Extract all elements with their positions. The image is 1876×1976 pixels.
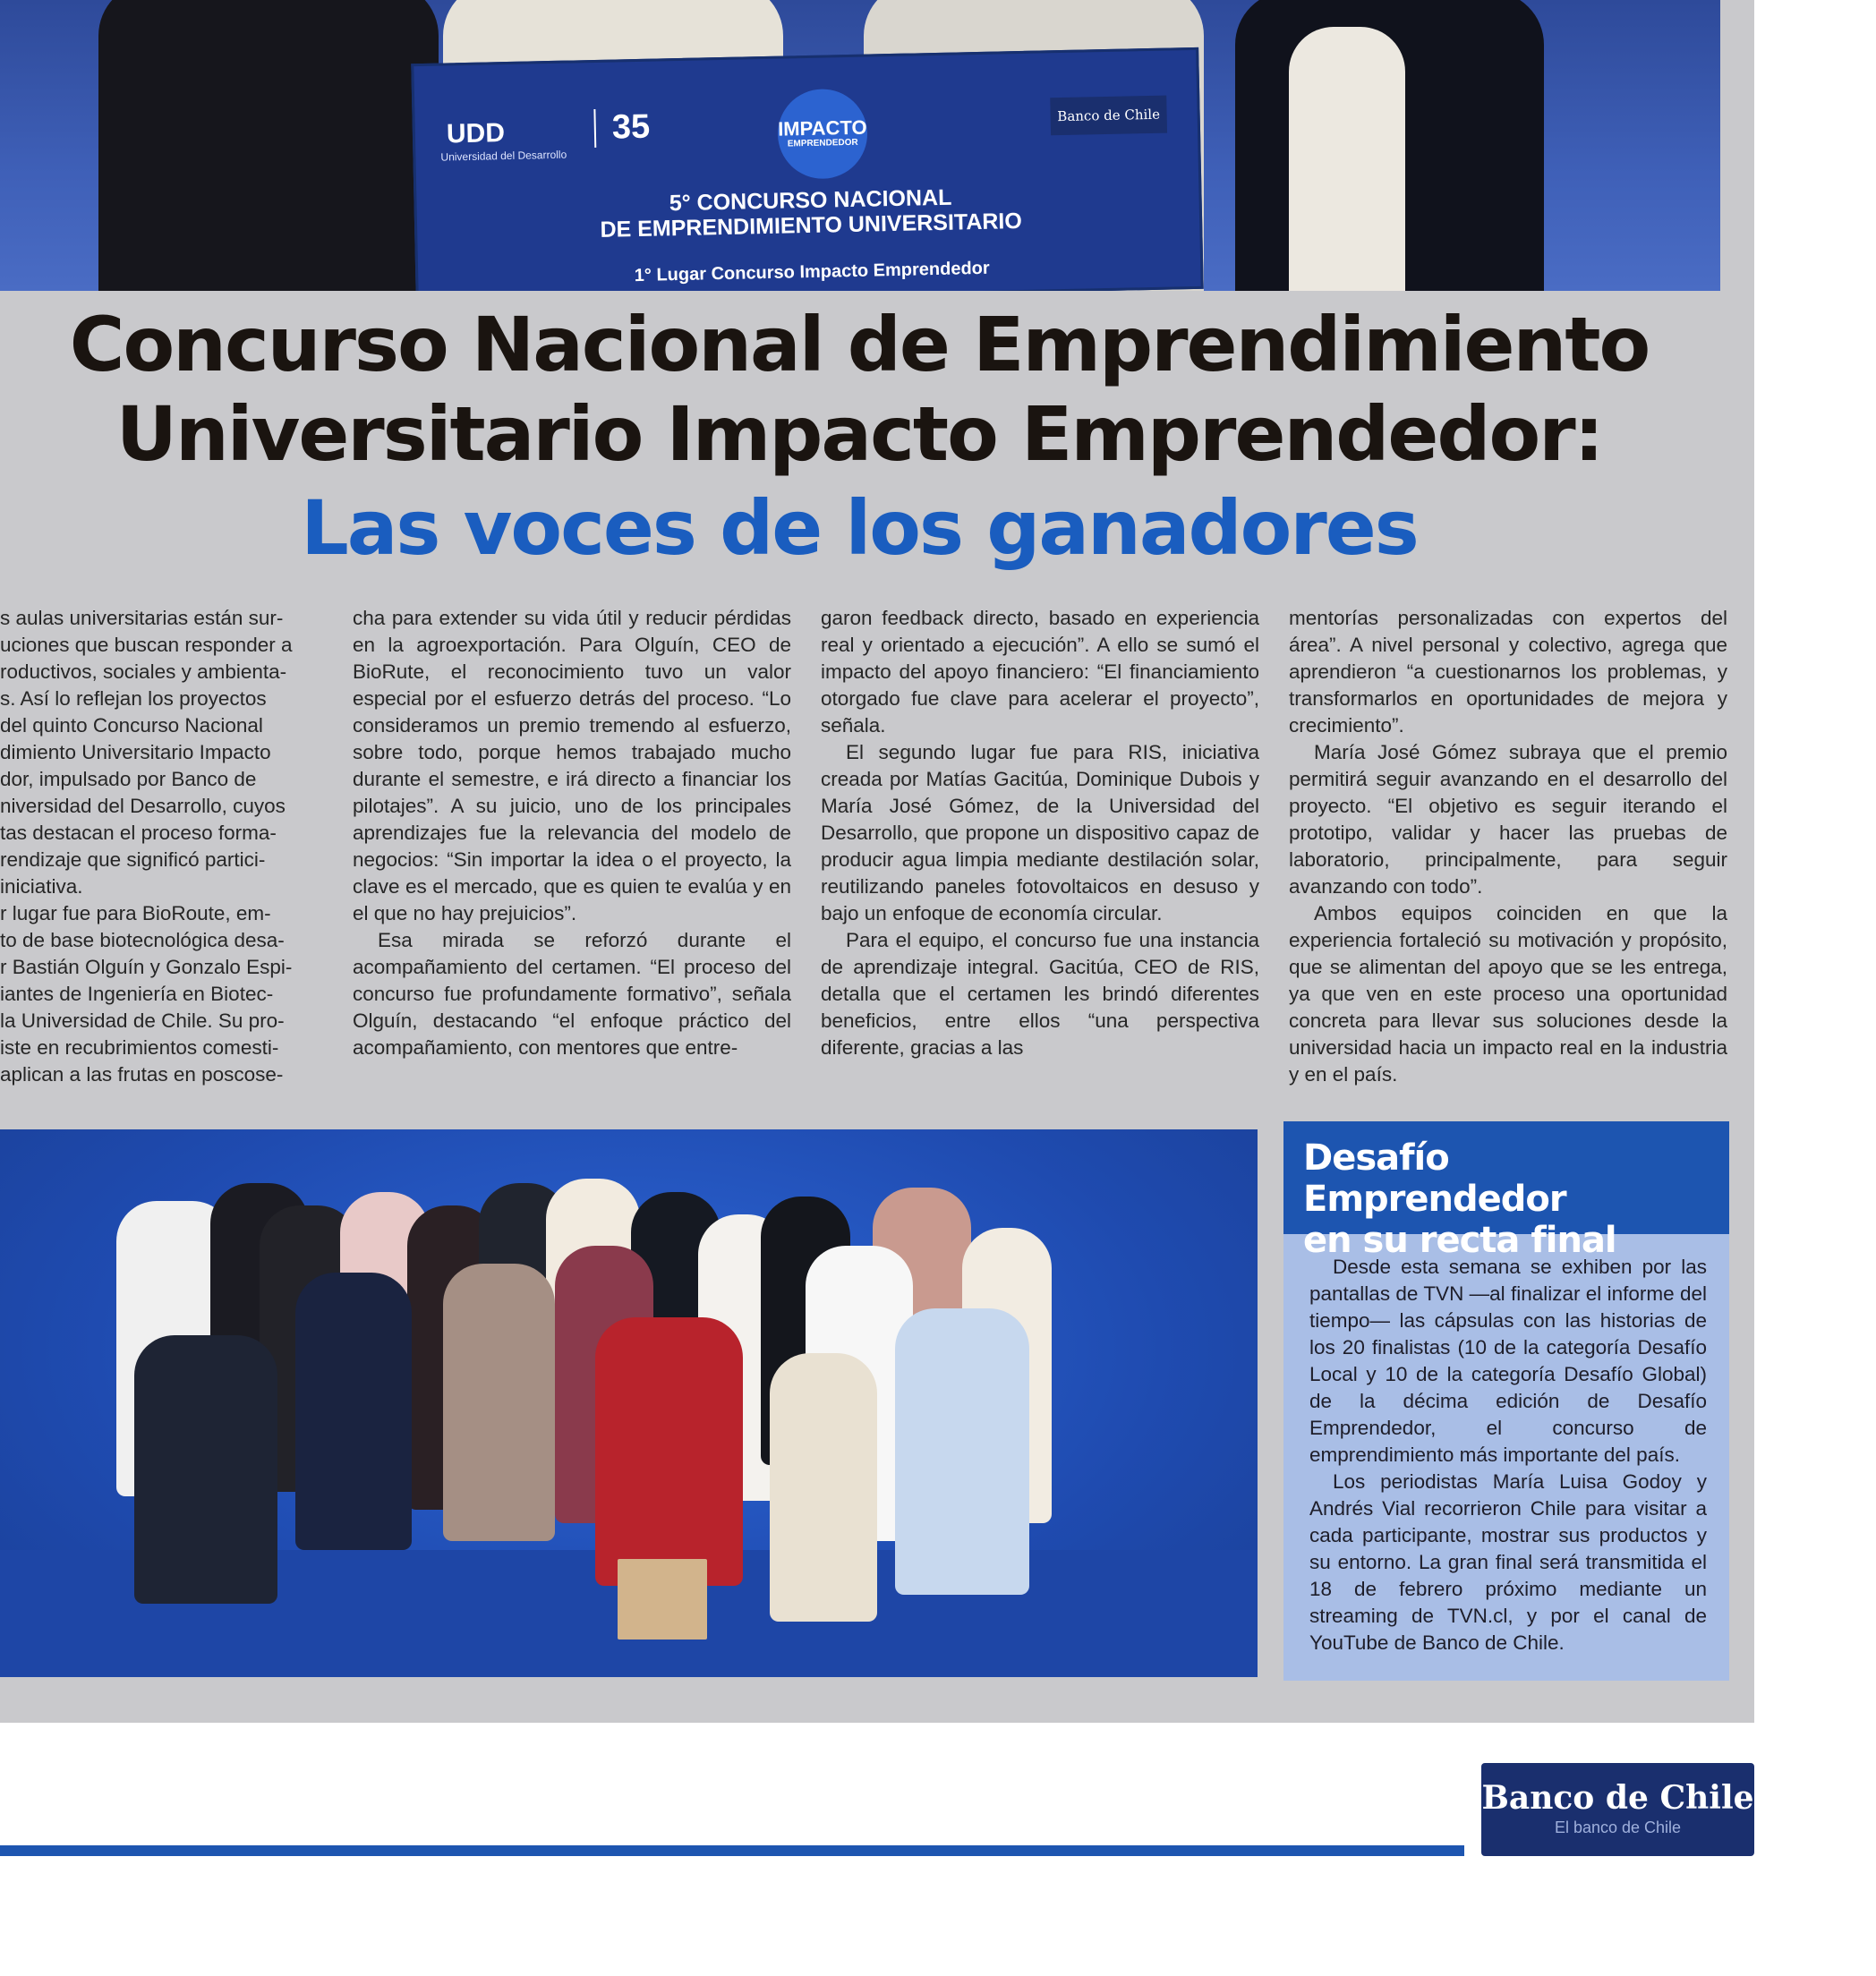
winners-photo [0,0,1720,291]
person-figure [595,1317,743,1586]
award-banner [411,47,1203,291]
col1-line: r Bastián Olguín y Gonzalo Espi- [0,956,293,978]
col1-line: s aulas universitarias están sur- [0,607,284,629]
col1-line: r lugar fue para BioRoute, em- [0,902,271,924]
paragraph: Para el equipo, el concurso fue una instancia de aprendizaje integral. Gacitúa, CEO de RIS, detalla que el certamen les brindó diferentes beneficios, entre ellos “una perspectiva diferente, gracias a las [821,929,1259,1059]
col1-line: iniciativa. [0,875,83,898]
sidebar-box [1283,1121,1729,1681]
sidebar-title [1283,1121,1729,1261]
sidebar-title-line1: Desafío Emprendedor [1303,1137,1566,1220]
paragraph: Ambos equipos coinciden en que la experiencia fortaleció su motivación y propósito, que se alimentan del apoyo que se les entrega, ya que ven en este proceso una oportunidad concreta para llevar sus soluciones desde la universidad hacia un impacto real en la industria y en el país. [1289,902,1727,1086]
banner-place: 1° Lugar Concurso Impacto Emprendedor [634,258,990,286]
person-figure [295,1273,412,1550]
badge-line2: EMPRENDEDOR [787,137,858,149]
person-figure [134,1335,277,1604]
paragraph: El segundo lugar fue para RIS, iniciativa creada por Matías Gacitúa, Dominique Dubois y María José Gómez, de la Universidad del Desarrollo, que propone un dispositivo capaz de producir agua limpia mediante destilación solar, reutilizando paneles fotovoltaicos en desuso y bajo un enfoque de economía circular. [821,741,1259,924]
headline-subtitle: Las voces de los ganadores [301,484,1418,572]
person-figure [770,1353,877,1622]
col1-line: tas destacan el proceso forma- [0,822,277,844]
paragraph: Los periodistas María Luisa Godoy y Andrés Vial recorrieron Chile para visitar a cada participante, mostrar sus productos y su entorno. La gran final será transmitida el 18 de febrero próximo mediante un streaming de TVN.cl, y por el canal de YouTube de Banco de Chile. [1309,1470,1707,1654]
bank-logo [1481,1763,1754,1856]
col1-line: niversidad del Desarrollo, cuyos [0,795,286,817]
udd-years: 35 [593,108,650,148]
col1-line: rendizaje que significó partici- [0,848,266,871]
bank-name: Banco de Chile [1481,1779,1754,1817]
col1-line: iste en recubrimientos comesti- [0,1036,279,1059]
impacto-badge-logo [777,89,868,180]
bank-tag: Banco de Chile [1050,96,1167,136]
paragraph: María José Gómez subraya que el premio permitirá seguir avanzando en el desarrollo del proyecto. “El objetivo es seguir iterando el prototipo, validar y hacer las pruebas de laboratorio, principalmente, para seguir avanzando con todo”. [1289,741,1727,898]
headline-line2: Universitario Impacto Emprendedor: [115,390,1603,478]
headline [18,300,1701,577]
paragraph: garon feedback directo, basado en experiencia real y orientado a ejecución”. A ello se sumó el impacto del apoyo financiero: “El financiamiento otorgado fue clave para acelerar el proyecto”, señala. [821,607,1259,737]
footer-rule [0,1845,1464,1856]
sidebar-title-line2: en su recta final [1303,1220,1616,1261]
col1-line: s. Así lo reflejan los proyectos [0,687,267,710]
article-column-3 [821,605,1259,1088]
col1-line: uciones que buscan responder a [0,634,293,656]
col1-line: del quinto Concurso Nacional [0,714,263,737]
banner-title-line1: 5° CONCURSO NACIONAL [669,184,952,217]
person-figure [895,1308,1029,1595]
banner-title [416,180,1205,246]
col1-line: aplican a las frutas en poscose- [0,1063,284,1086]
paragraph: Desde esta semana se exhiben por las pantallas de TVN —al finalizar el informe del tiempo— las cápsulas con las historias de los 20 finalistas (10 de la categoría Desafío Local y 10 de la categoría Desafío Global) de la décima edición de Desafío Emprendedor, el concurso de emprendimiento más importante del país. [1309,1256,1707,1466]
udd-logo: UDD [446,118,506,149]
paragraph: Esa mirada se reforzó durante el acompañamiento del certamen. “El proceso del concurso fue profundamente formativo”, señala Olguín, destacando “el enfoque práctico del acompañamiento, con mentores que entre- [353,929,791,1059]
article-column-4 [1289,605,1727,1088]
udd-name: Universidad del Desarrollo [440,148,567,164]
finalists-group-photo [0,1129,1258,1677]
col1-line: roductivos, sociales y ambienta- [0,660,287,683]
bank-tagline: El banco de Chile [1554,1818,1682,1836]
banner-title-line2: DE EMPRENDIMIENTO UNIVERSITARIO [600,208,1023,243]
person-figure [443,1264,555,1541]
badge-line1: IMPACTO [777,115,867,141]
sidebar-body [1309,1254,1707,1657]
article-column-2 [353,605,791,1088]
col1-line: dor, impulsado por Banco de [0,768,257,790]
person-figure [98,0,439,291]
col1-line: la Universidad de Chile. Su pro- [0,1009,285,1032]
col1-line: to de base biotecnológica desa- [0,929,285,951]
paragraph: cha para extender su vida útil y reducir pérdidas en la agroexportación. Para Olguín, CEO de BioRute, el reconocimiento tuvo un valor especial por el esfuerzo detrás del proceso. “Lo consideramos un premio tremendo al esfuerzo, sobre todo, porque hemos trabajado mucho durante el semestre, e irá directo a financiar los pilotajes”. A su juicio, uno de los principales aprendizajes fue la relevancia del modelo de negocios: “Sin importar la idea o el proyecto, la clave es el mercado, que es quien te evalúa y en el que no hay prejuicios”. [353,607,791,924]
stool [618,1559,707,1640]
person-shirt [1289,27,1405,291]
paragraph: mentorías personalizadas con expertos del área”. A nivel personal y colectivo, agrega que aprendieron “a cuestionarnos los problemas, y transformarlos en oportunidades de mejora y crecimiento”. [1289,607,1727,737]
col1-line: dimiento Universitario Impacto [0,741,271,763]
headline-line1: Concurso Nacional de Emprendimiento [69,301,1650,388]
col1-line: iantes de Ingeniería en Biotec- [0,983,274,1005]
